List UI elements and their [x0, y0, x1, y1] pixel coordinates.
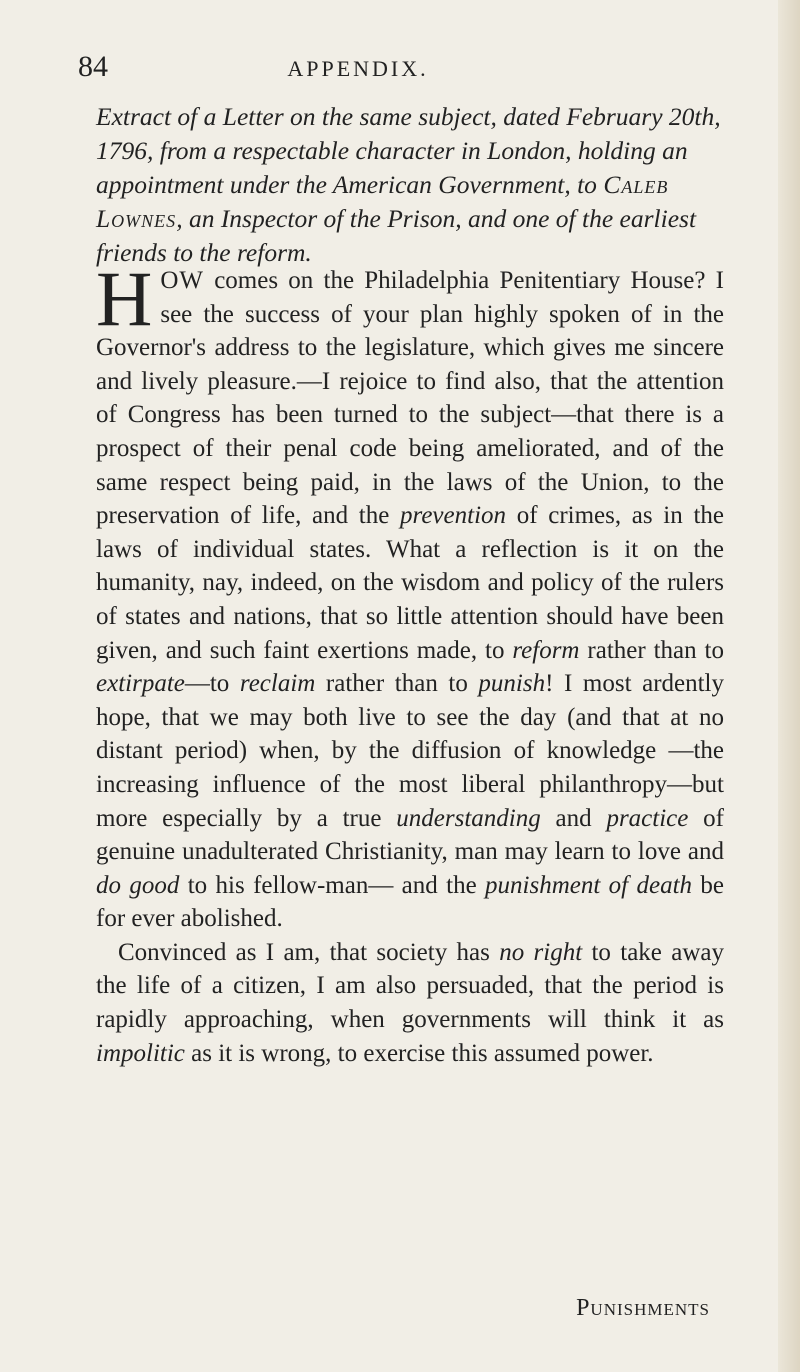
running-title: APPENDIX. [287, 56, 429, 81]
p1-italic-3: extirpate [96, 670, 185, 698]
page-number: 84 [78, 50, 108, 83]
p1-italic-7: practice [606, 804, 689, 832]
running-head [78, 50, 758, 90]
p1-text-7: and [540, 804, 607, 832]
p1-text-9: to his fellow-man— and the [179, 871, 486, 899]
p2-italic-1: no right [499, 938, 583, 966]
p1-italic-1: prevention [400, 502, 507, 530]
p1-italic-2: reform [512, 636, 580, 664]
paragraph-2 [96, 936, 724, 1070]
drop-cap: H [96, 255, 153, 342]
p1-italic-8: do good [96, 871, 180, 899]
p2-text-1: Convinced as I am, that society has [118, 938, 500, 966]
heading-text-1: Extract of a Letter on the same subject, dated February 20th, 1796, from a respectable character in London, holding an appointment under the American Government, to [96, 102, 721, 199]
catchword: Punishments [576, 1295, 710, 1321]
p1-italic-9: punishment of death [485, 871, 693, 899]
p1-text-8: of genuine unadulterated Christianity, man may learn to love and [96, 804, 724, 866]
paragraph-1 [96, 255, 725, 936]
page-edge [778, 0, 800, 1372]
p1-text-1: comes on the Philadelphia Penitentiary House? I see the success of your plan highly spoken of in the Governor's address to the legislature, which gives me sincere and lively pleasure.—I rejoice to find also, that the attention of Congress has been turned to the subject—that there is a prospect of their penal code being ameliorated, and of the same respect being paid, in the laws of the Union, to the preservation of life, and the [96, 267, 724, 530]
heading-text-2: , an Inspector of the Prison, and one of the earliest friends to the reform. [96, 204, 697, 267]
p1-text-5: rather than to [315, 670, 479, 698]
lead-word: OW [160, 267, 204, 294]
heading-recipient-name: Caleb Lownes [96, 170, 669, 233]
letter-body [96, 255, 725, 1070]
letter-heading [96, 100, 724, 270]
p2-italic-2: impolitic [96, 1039, 185, 1067]
p1-italic-5: punish [478, 670, 546, 698]
p1-text-10: be for ever abolished. [96, 871, 724, 933]
p1-text-6: ! I most ardently hope, that we may both live to see the day (and that at no distant period) when, by the diffusion of knowledge —the increasing influence of the most liberal philanthropy—but more especially by a true [96, 670, 725, 832]
p1-text-2: of crimes, as in the laws of individual states. What a reflection is it on the humanity, nay, indeed, on the wisdom and policy of the rulers of states and nations, that so little attention should have been given, and such faint exertions made, to [96, 502, 724, 664]
p1-italic-6: understanding [396, 804, 541, 832]
p2-text-3: as it is wrong, to exercise this assumed power. [184, 1039, 654, 1067]
p1-text-3: rather than to [579, 636, 724, 664]
p1-italic-4: reclaim [239, 670, 316, 698]
p2-text-2: to take away the life of a citizen, I am also persuaded, that the period is rapidly approaching, when governments will think it as [96, 938, 724, 1034]
p1-text-4: —to [184, 670, 240, 698]
